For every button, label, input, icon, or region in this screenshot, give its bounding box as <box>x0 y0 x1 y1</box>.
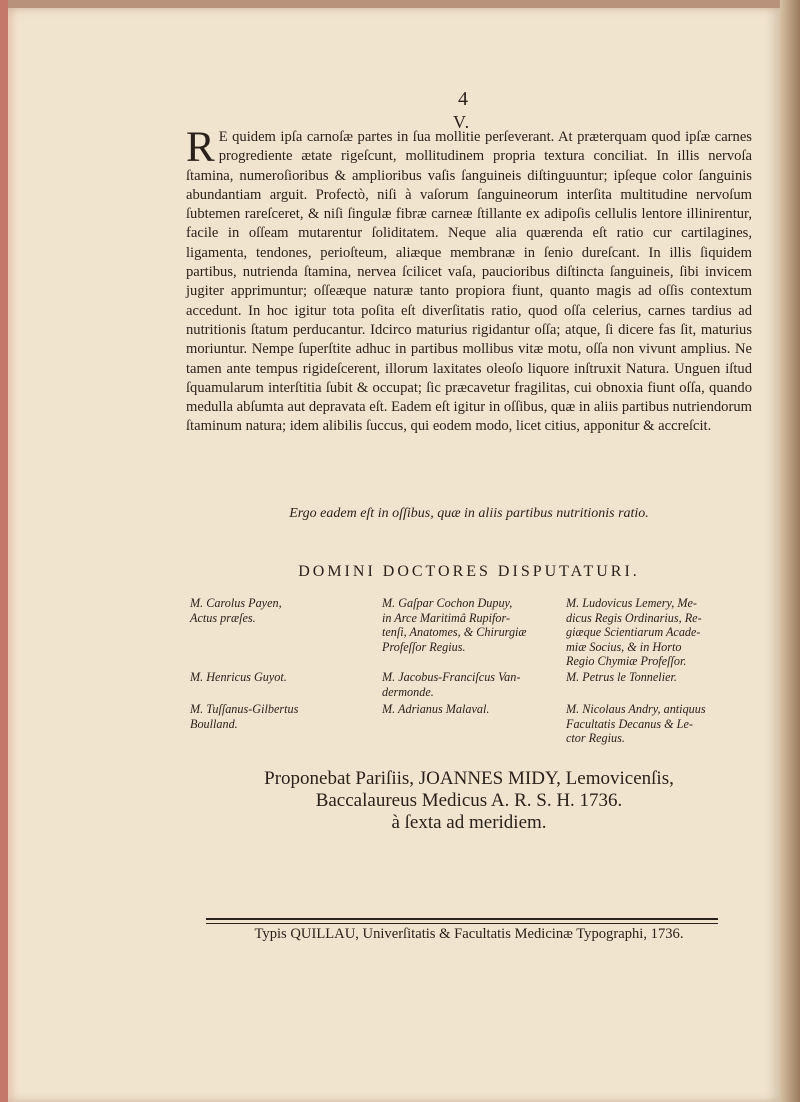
proponebat-line: à ſexta ad meridiem. <box>391 812 547 833</box>
doctor-line: Facultatis Decanus & Le- <box>566 716 693 731</box>
page-edge-top <box>0 0 800 8</box>
divider-rule <box>206 918 718 924</box>
doctor-line: dermonde. <box>382 684 434 699</box>
doctor-line: M. Petrus le Tonnelier. <box>566 670 677 684</box>
paragraph-text: E quidem ipſa carnoſæ partes in ſua mollitie perſeverant. At præterquam quod ipſæ carnes progrediente ætate rigeſcunt, mollitudinem propria textura conciliat. In illis nervoſa ſtamina, numeroſioribus & amplioribus vaſis ſanguineis diſtinguuntur; ipſeque color ſanguinis abundantiam arguit. Profectò, niſi à vaſorum ſanguineorum interſita multitudine nervoſum ſubtemen rareſceret, & niſi ſingulæ fibræ carneæ ſtillante ex adipoſis cellulis lentore illinirentur, facile in oſſeam mutarentur ſoliditatem. Neque alia quærenda eſt ratio cur cartilagines, ligamenta, tendones, perioſteum, aliæque membranæ in ſenio dureſcant. In illis ſiquidem partibus, nutrienda ſtamina, nervea ſcilicet vaſa, paucioribus diſtincta ſanguineis, ſibi invicem jugiter apprimuntur; oſſeæque naturæ tanto propiora fiunt, quanto magis ad oſſis contextum accedunt. In hoc igitur tota poſita eſt diverſitatis ratio, quod oſſa celerius, carnes tardius ad nutritionis ſtatum perducantur. Idcirco maturius rigidantur oſſa; atque, ſi dicere fas ſit, maturius moriuntur. Nempe ſuperſtite adhuc in partibus mollibus vitæ motu, oſſa non vivunt amplius. Ne tamen ante tempus rigideſcerent, illorum laxitates oleoſo liquore inſtruxit Natura. Unguen iſtud ſquamularum interſtitia ſubit & occupat; ſic præcavetur fragilitas, cui obnoxia fiunt oſſa, quando medulla abſumta aut depravata eſt. Eadem eſt igitur in oſſibus, quæ in aliis partibus nutriendorum ſtaminum natura; idem alibilis ſuccus, qui eodem modo, licet citius, apponitur & accreſcit. <box>186 129 752 435</box>
doctor-line: M. Gaſpar Cochon Dupuy, <box>382 596 513 610</box>
doctor-line: M. Ludovicus Lemery, Me- <box>566 596 697 610</box>
doctor-entry <box>566 670 756 685</box>
doctor-entry <box>566 702 756 746</box>
proponebat-line: Baccalaureus Medicus A. R. S. H. 1736. <box>315 790 623 811</box>
printer-imprint: Typis QUILLAU, Univerſitatis & Facultatis Medicinæ Typographi, 1736. <box>254 926 684 942</box>
doctor-entry <box>190 670 370 685</box>
drop-cap: R <box>186 124 215 171</box>
doctor-entry <box>382 596 562 654</box>
page-edge-left <box>0 0 8 1102</box>
doctor-line: dicus Regis Ordinarius, Re- <box>566 610 702 625</box>
doctor-line: ctor Regius. <box>566 731 625 745</box>
main-paragraph <box>186 124 752 437</box>
page-number: 4 <box>458 88 468 110</box>
doctor-line: M. Tuſſanus-Gilbertus <box>190 702 299 716</box>
conclusion: Ergo eadem eſt in oſſibus, quæ in aliis partibus nutritionis ratio. <box>289 506 649 521</box>
doctor-entry <box>382 670 562 699</box>
doctor-line: Regio Chymiæ Profeſſor. <box>566 654 687 668</box>
doctor-line: M. Nicolaus Andry, antiquus <box>566 702 706 716</box>
proponebat-block <box>186 768 752 834</box>
doctor-line: Actus præſes. <box>190 610 256 625</box>
doctor-line: M. Jacobus-Franciſcus Van- <box>382 670 521 684</box>
page-edge-right <box>780 0 800 1102</box>
doctor-line: miæ Socius, & in Horto <box>566 639 682 654</box>
doctor-entry <box>566 596 756 669</box>
doctor-line: giæque Scientiarum Acade- <box>566 625 701 639</box>
doctor-entry <box>382 702 562 717</box>
doctor-line: Boulland. <box>190 716 238 731</box>
doctor-line: M. Henricus Guyot. <box>190 670 287 684</box>
doctor-line: M. Adrianus Malaval. <box>382 702 490 716</box>
doctor-entry <box>190 702 370 731</box>
doctors-heading: DOMINI DOCTORES DISPUTATURI. <box>298 563 640 580</box>
doctor-line: in Arce Maritimâ Rupifor- <box>382 610 511 625</box>
proponebat-line: Proponebat Pariſiis, JOANNES MIDY, Lemovicenſis, <box>264 768 674 789</box>
doctor-entry <box>190 596 370 625</box>
doctor-line: tenſi, Anatomes, & Chirurgiæ <box>382 625 527 639</box>
doctor-line: Profeſſor Regius. <box>382 639 466 654</box>
doctor-line: M. Carolus Payen, <box>190 596 282 610</box>
section-number: V. <box>453 112 471 132</box>
